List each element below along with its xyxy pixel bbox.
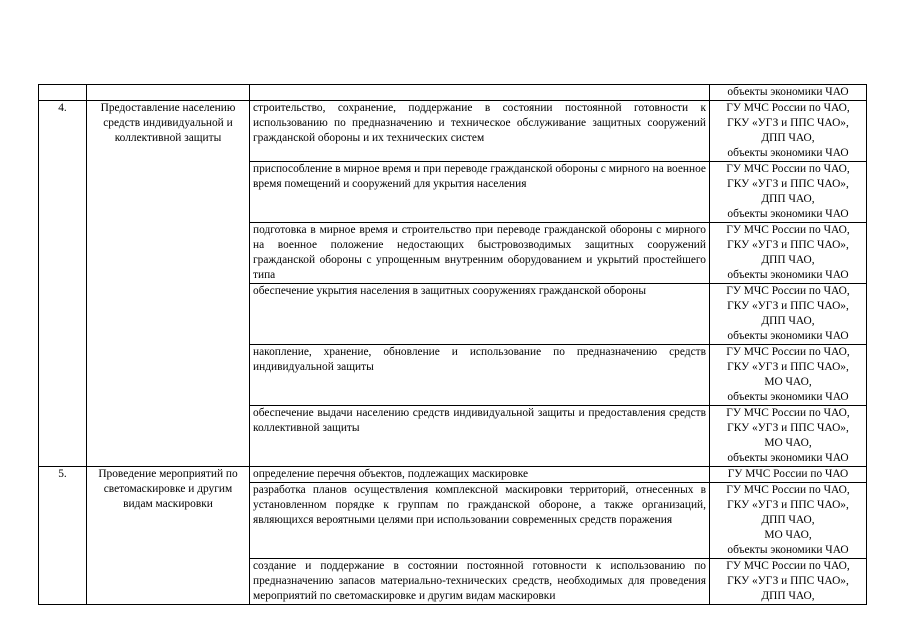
responsible-line: ГУ МЧС России по ЧАО, [726, 407, 850, 419]
responsible-line: ДПП ЧАО, [761, 193, 815, 205]
responsible-line: объекты экономики ЧАО [727, 544, 849, 556]
activity-cell: создание и поддержание в состоянии постоянной готовности к использованию по предназначению запасов материально-технических средств, необходимых для проведения мероприятий по светомаскировке и другим видам маскировки [250, 559, 710, 605]
responsible-line: ГУ МЧС России по ЧАО, [726, 346, 850, 358]
responsible-line: ГУ МЧС России по ЧАО, [726, 285, 850, 297]
responsible-line: ГУ МЧС России по ЧАО, [726, 163, 850, 175]
responsible-line: ГКУ «УГЗ и ППС ЧАО», [727, 422, 849, 434]
responsible-line: ДПП ЧАО, [761, 254, 815, 266]
measures-table [38, 84, 867, 605]
responsible-cell [710, 101, 867, 162]
responsible-line: ГКУ «УГЗ и ППС ЧАО», [727, 575, 849, 587]
responsible-cell [710, 284, 867, 345]
table-row-continuation [39, 85, 867, 101]
responsible-line: ГКУ «УГЗ и ППС ЧАО», [727, 361, 849, 373]
responsible-line: ГУ МЧС России по ЧАО, [726, 224, 850, 236]
activity-cell: подготовка в мирное время и строительство при переводе гражданской обороны с мирного на военное положение недостающих быстровозводимых защитных сооружений гражданской обороны с упрощенным внутренним оборудованием и укрытий простейшего типа [250, 223, 710, 284]
responsible-line: ГКУ «УГЗ и ППС ЧАО», [727, 178, 849, 190]
responsible-line: ГКУ «УГЗ и ППС ЧАО», [727, 117, 849, 129]
responsible-line: объекты экономики ЧАО [727, 147, 849, 159]
responsible-cell [710, 223, 867, 284]
responsible-line: МО ЧАО, [764, 376, 812, 388]
responsible-line: ГУ МЧС России по ЧАО [727, 468, 849, 480]
responsible-line: объекты экономики ЧАО [727, 452, 849, 464]
section-title: Проведение мероприятий по светомаскировке и другим видам маскировки [87, 467, 250, 605]
responsible-cell [710, 467, 867, 483]
responsible-line: ГУ МЧС России по ЧАО, [726, 102, 850, 114]
activity-cell: накопление, хранение, обновление и использование по предназначению средств индивидуальной защиты [250, 345, 710, 406]
responsible-line: ГКУ «УГЗ и ППС ЧАО», [727, 239, 849, 251]
responsible-line: МО ЧАО, [764, 529, 812, 541]
responsible-cell [710, 483, 867, 559]
activity-cell: приспособление в мирное время и при переводе гражданской обороны с мирного на военное время помещений и сооружений для укрытия населения [250, 162, 710, 223]
title-cell [87, 85, 250, 101]
number-cell [39, 85, 87, 101]
responsible-cell [710, 406, 867, 467]
responsible-cell [710, 85, 867, 101]
responsible-cell [710, 345, 867, 406]
responsible-line: ДПП ЧАО, [761, 590, 815, 602]
section-title: Предоставление населению средств индивидуальной и коллективной защиты [87, 101, 250, 467]
section-number: 4. [39, 101, 87, 467]
activity-cell: разработка планов осуществления комплексной маскировки территорий, отнесенных в установленном порядке к группам по гражданской обороне, а также организаций, являющихся вероятными целями при использовании современных средств поражения [250, 483, 710, 559]
responsible-line: МО ЧАО, [764, 437, 812, 449]
activity-cell [250, 85, 710, 101]
responsible-line: ГУ МЧС России по ЧАО, [726, 560, 850, 572]
activity-cell: обеспечение выдачи населению средств индивидуальной защиты и предоставления средств коллективной защиты [250, 406, 710, 467]
responsible-line: объекты экономики ЧАО [727, 208, 849, 220]
responsible-line: объекты экономики ЧАО [727, 269, 849, 281]
responsible-line: объекты экономики ЧАО [727, 330, 849, 342]
responsible-line: ГКУ «УГЗ и ППС ЧАО», [727, 300, 849, 312]
responsible-line: ДПП ЧАО, [761, 315, 815, 327]
section-number: 5. [39, 467, 87, 605]
activity-cell: строительство, сохранение, поддержание в состоянии постоянной готовности к использованию по предназначению и техническое обслуживание защитных сооружений гражданской обороны и их технических систем [250, 101, 710, 162]
responsible-line: ГКУ «УГЗ и ППС ЧАО», [727, 499, 849, 511]
responsible-cell [710, 559, 867, 605]
activity-cell: обеспечение укрытия населения в защитных сооружениях гражданской обороны [250, 284, 710, 345]
responsible-line: объекты экономики ЧАО [727, 86, 849, 98]
activity-cell: определение перечня объектов, подлежащих маскировке [250, 467, 710, 483]
responsible-cell [710, 162, 867, 223]
responsible-line: ДПП ЧАО, [761, 514, 815, 526]
table-row [39, 101, 867, 162]
responsible-line: ГУ МЧС России по ЧАО, [726, 484, 850, 496]
responsible-line: объекты экономики ЧАО [727, 391, 849, 403]
table-row [39, 467, 867, 483]
responsible-line: ДПП ЧАО, [761, 132, 815, 144]
